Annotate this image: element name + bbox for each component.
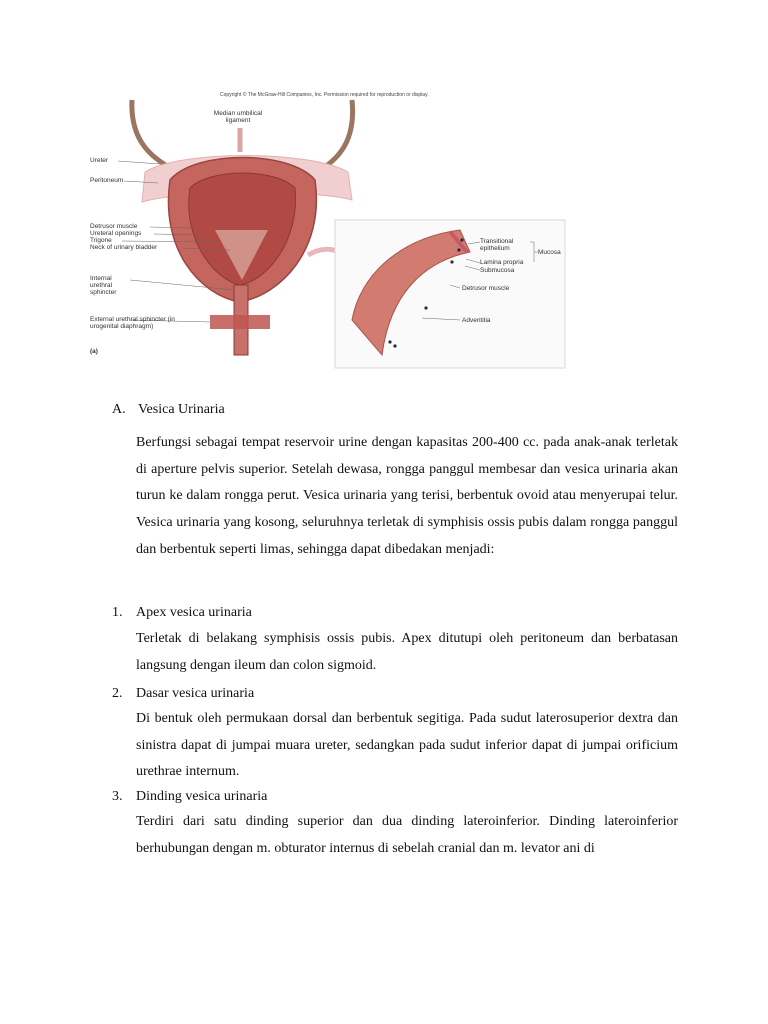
list-item-marker: 3. [112,789,123,804]
label-peritoneum: Peritoneum [90,177,124,184]
list-item-body: Terletak di belakang symphisis ossis pubis. Apex ditutupi oleh peritoneum dan berbatasan langsung dengan ileum dan colon sigmoid. [136,631,678,673]
list-item-title [112,604,252,622]
section-heading [112,401,225,419]
figure-copyright: Copyright © The McGraw-Hill Companies, Inc. Permission required for reproduction or display. [220,92,429,98]
section-intro-paragraph: Berfungsi sebagai tempat reservoir urine dengan kapasitas 200-400 cc. pada anak-anak terletak di aperture pelvis superior. Setelah dewasa, rongga panggul membesar dan vesica urinaria akan turun ke dalam rongga perut. Vesica urinaria yang terisi, berbentuk ovoid atau menyerupai telur. Vesica urinaria yang kosong, seluruhnya terletak di symphisis ossis pubis dalam rongga panggul dan berbentuk seperti limas, sehingga dapat dibedakan menjadi: [136,435,678,557]
label-external-urethral-sphincter: External urethral sphincter (in urogenital diaphragm) [90,316,175,330]
label-ureteral-openings: Ureteral openings [90,230,142,237]
list-item-body: Terdiri dari satu dinding superior dan dua dinding lateroinferior. Dinding lateroinferior berhubungan dengan m. obturator internus di sebelah cranial dan m. levator ani di [136,814,678,856]
list-item-title-text: Dinding vesica urinaria [136,789,268,804]
list-item-body: Di bentuk oleh permukaan dorsal dan berbentuk segitiga. Pada sudut laterosuperior dextra dan sinistra dapat di jumpai muara ureter, sedangkan pada sudut inferior dapat di jumpai orificium urethrae internum. [136,711,678,780]
list-item-title [112,788,267,806]
label-detrusor-muscle: Detrusor muscle [90,223,138,230]
anatomy-figure [90,80,570,370]
label-median-umbilical-ligament: Median umbilical ligament [213,110,263,124]
list-item-title-text: Apex vesica urinaria [136,605,252,620]
label-internal-urethral-sphincter: Internal urethral sphincter [90,275,117,296]
figure-panel-label: (a) [90,348,98,355]
list-item-title [112,685,254,703]
label-trigone: Trigone [90,237,112,244]
label-submucosa: Submucosa [480,267,515,274]
list-item-marker: 1. [112,605,123,620]
label-mucosa: Mucosa [538,249,561,256]
list-item-marker: 2. [112,686,123,701]
list-item-title-text: Dasar vesica urinaria [136,686,255,701]
section-title: Vesica Urinaria [138,402,225,417]
label-transitional-epithelium: Transitional epithelium [480,238,514,252]
external-sphincter-band [210,315,270,329]
label-lamina-propria: Lamina propria [480,259,524,266]
label-detrusor-muscle-inset: Detrusor muscle [462,285,510,292]
label-ureter: Ureter [90,157,109,164]
section-marker: A. [112,402,126,417]
label-neck-urinary-bladder: Neck of urinary bladder [90,244,158,251]
label-adventitia: Adventitia [462,317,491,324]
